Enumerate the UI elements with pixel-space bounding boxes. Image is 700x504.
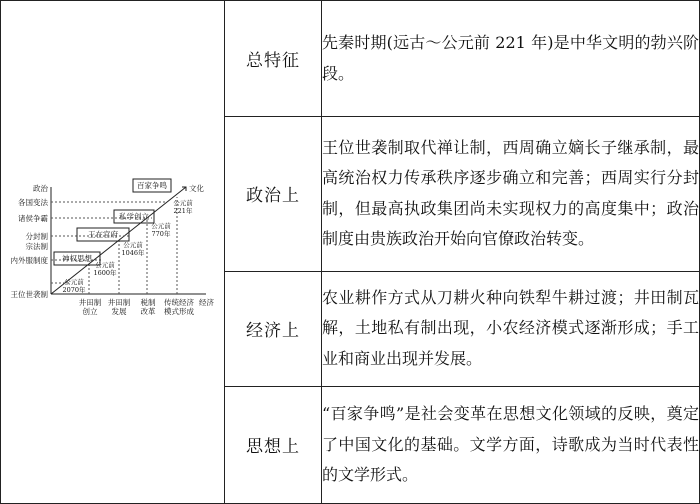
x-tick: 税制 bbox=[140, 298, 156, 307]
date-label: 1046年 bbox=[121, 249, 145, 257]
x-tick: 创立 bbox=[82, 307, 98, 316]
category-label: 思想上 bbox=[225, 386, 322, 503]
y-tick: 诸侯争霸 bbox=[18, 214, 48, 223]
category-label: 经济上 bbox=[225, 271, 322, 386]
row-content: 农业耕作方式从刀耕火种向铁犁牛耕过渡；井田制瓦解，土地私有制出现，小农经济模式逐渐形成；手工业和商业出现并发展。 bbox=[322, 271, 700, 386]
y-tick: 分封制 bbox=[25, 232, 48, 241]
date-label: 2070年 bbox=[62, 286, 86, 294]
x-tick: 井田制 bbox=[107, 298, 131, 307]
y-axis-label: 政治 bbox=[33, 184, 48, 193]
y-tick: 各国变法 bbox=[18, 198, 48, 207]
x-tick: 改革 bbox=[140, 307, 156, 316]
x-axis-label: 经济 bbox=[199, 298, 214, 307]
category-label: 政治上 bbox=[225, 117, 322, 272]
date-label: 770年 bbox=[151, 230, 171, 238]
row-content: 王位世袭制取代禅让制，西周确立嫡长子继承制，最高统治权力传承秩序逐步确立和完善；西周实行分封制，但最高执政集团尚未实现权力的高度集中；政治制度由贵族政治开始向官僚政治转变。 bbox=[322, 117, 700, 272]
date-label: 公元前 bbox=[95, 261, 115, 269]
box-label: 百家争鸣 bbox=[137, 181, 167, 190]
date-label: 公元前 bbox=[151, 222, 171, 230]
date-label: 221年 bbox=[173, 207, 193, 215]
date-label: 公元前 bbox=[64, 278, 84, 286]
y-tick: 王位世袭制 bbox=[10, 290, 48, 299]
y-tick: 宗法制 bbox=[25, 242, 48, 251]
row-content: 先秦时期(远古～公元前 221 年)是中华文明的勃兴阶段。 bbox=[322, 1, 700, 117]
box-label: 王在官府 bbox=[88, 230, 118, 239]
y-tick: 内外服制度 bbox=[10, 256, 48, 265]
x-tick: 发展 bbox=[111, 307, 127, 316]
diagram-cell bbox=[1, 1, 225, 504]
date-label: 公元前 bbox=[173, 199, 193, 207]
row-content: “百家争鸣”是社会变革在思想文化领域的反映，奠定了中国文化的基础。文学方面，诗歌成为当时代表性的文学形式。 bbox=[322, 386, 700, 503]
date-label: 1600年 bbox=[93, 269, 117, 277]
era-development-diagram bbox=[1, 1, 224, 499]
x-tick: 模式形成 bbox=[164, 307, 194, 316]
category-label: 总特征 bbox=[225, 1, 322, 117]
box-label: 私学创立 bbox=[119, 212, 149, 221]
table-row bbox=[1, 1, 700, 117]
x-tick: 井田制 bbox=[78, 298, 102, 307]
date-label: 公元前 bbox=[123, 241, 143, 249]
x-tick: 传统经济 bbox=[164, 298, 194, 307]
box-label: 神权思想 bbox=[62, 254, 92, 263]
culture-label: 文化 bbox=[189, 184, 204, 193]
